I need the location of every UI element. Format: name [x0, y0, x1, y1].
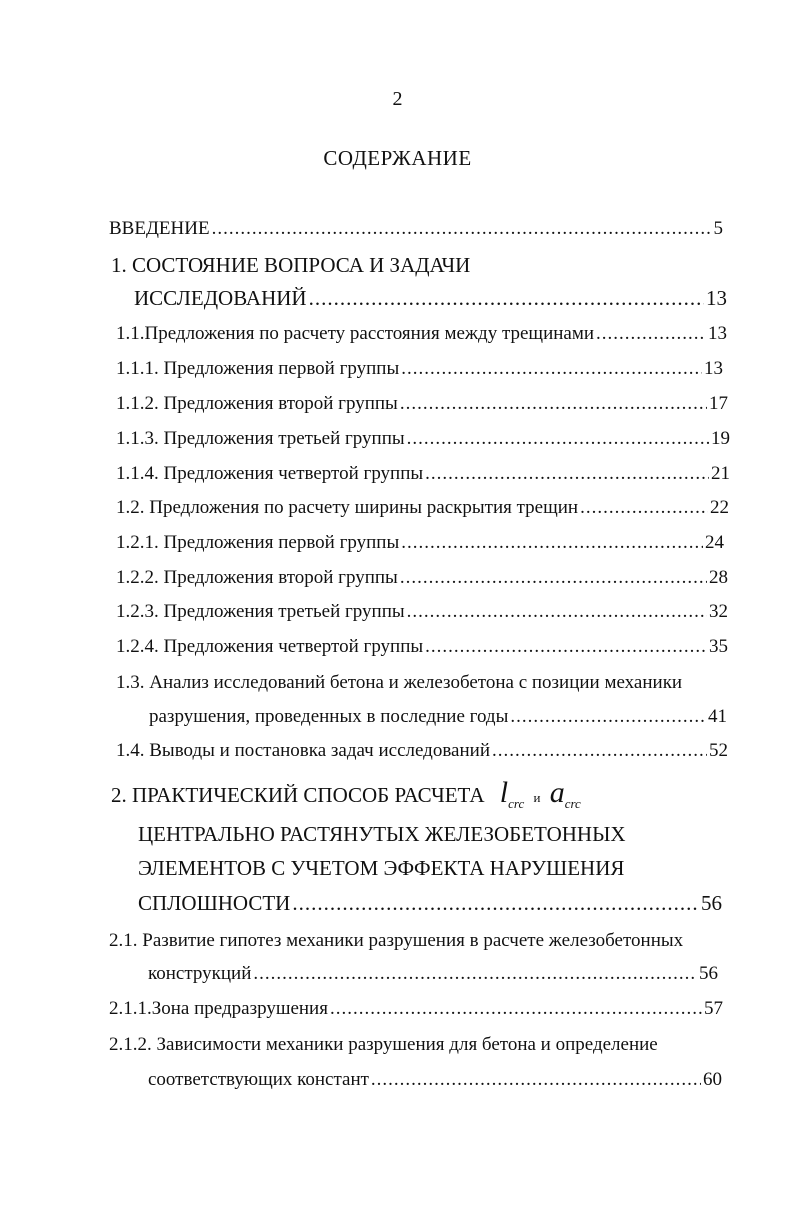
leader-dots	[292, 891, 699, 916]
toc-page: 19	[711, 428, 730, 449]
toc-entry-chapter-2	[138, 891, 722, 916]
toc-page: 28	[709, 567, 728, 588]
toc-entry-1-2-1	[116, 532, 724, 554]
toc-page: 5	[713, 218, 723, 239]
toc-page: 56	[701, 891, 722, 915]
toc-page: 56	[699, 963, 718, 984]
toc-entry-1-2	[116, 497, 729, 519]
leader-dots	[371, 1069, 701, 1091]
toc-entry-1-2-2	[116, 567, 728, 589]
toc-page: 35	[709, 636, 728, 657]
toc-entry-1-1-1	[116, 358, 723, 380]
leader-dots	[580, 497, 708, 519]
conjunction: и	[533, 790, 541, 805]
toc-entry-1-1-4	[116, 463, 730, 485]
toc-label: 1.4. Выводы и постановка задач исследований	[116, 740, 490, 761]
toc-entry-2-1-2	[148, 1069, 722, 1091]
toc-entry-chapter-1	[134, 286, 727, 311]
toc-label: СПЛОШНОСТИ	[138, 891, 291, 915]
leader-dots	[309, 286, 704, 311]
leader-dots	[407, 428, 709, 450]
toc-page: 41	[708, 706, 727, 727]
toc-page: 57	[704, 998, 723, 1019]
symbol-l-subscript: crc	[508, 796, 525, 811]
toc-entry-1-2-4	[116, 636, 728, 658]
toc-page: 13	[704, 358, 723, 379]
toc-entry-1-1-2	[116, 393, 728, 415]
toc-chapter-2-heading	[111, 776, 581, 812]
toc-label: ИССЛЕДОВАНИЙ	[134, 286, 307, 310]
leader-dots	[492, 740, 707, 762]
leader-dots	[425, 636, 707, 658]
leader-dots	[510, 706, 706, 728]
toc-page: 21	[711, 463, 730, 484]
toc-page: 52	[709, 740, 728, 761]
leader-dots	[212, 218, 712, 240]
leader-dots	[401, 358, 702, 380]
chapter-2-title: 2. ПРАКТИЧЕСКИЙ СПОСОБ РАСЧЕТА	[111, 783, 485, 807]
toc-page: 17	[709, 393, 728, 414]
leader-dots	[407, 601, 707, 623]
symbol-a-subscript: crc	[564, 796, 581, 811]
toc-label: разрушения, проведенных в последние годы	[149, 706, 509, 727]
page-title: СОДЕРЖАНИЕ	[323, 146, 472, 170]
toc-label: 1.2.3. Предложения третьей группы	[116, 601, 405, 622]
toc-label: ВВЕДЕНИЕ	[109, 218, 210, 239]
toc-page: 32	[709, 601, 728, 622]
toc-page: 60	[703, 1069, 722, 1090]
toc-label: 1.2.1. Предложения первой группы	[116, 532, 400, 553]
toc-page: 22	[710, 497, 729, 518]
toc-entry-2-1-1	[109, 998, 723, 1020]
toc-entry-1-1	[116, 323, 727, 345]
toc-chapter-2-line3: ЭЛЕМЕНТОВ С УЧЕТОМ ЭФФЕКТА НАРУШЕНИЯ	[138, 856, 625, 880]
toc-label: 1.1.2. Предложения второй группы	[116, 393, 398, 414]
leader-dots	[253, 963, 697, 985]
toc-entry-intro	[109, 218, 723, 240]
toc-entry-2-1-2-line1: 2.1.2. Зависимости механики разрушения для бетона и определение	[109, 1034, 658, 1055]
toc-label: 1.1.4. Предложения четвертой группы	[116, 463, 424, 484]
toc-entry-1-2-3	[116, 601, 728, 623]
toc-label: 2.1.1.Зона предразрушения	[109, 998, 328, 1019]
toc-page: 24	[705, 532, 724, 553]
toc-label: 1.2.4. Предложения четвертой группы	[116, 636, 424, 657]
toc-chapter-1-heading: 1. СОСТОЯНИЕ ВОПРОСА И ЗАДАЧИ	[111, 253, 471, 277]
toc-chapter-2-line2: ЦЕНТРАЛЬНО РАСТЯНУТЫХ ЖЕЛЕЗОБЕТОННЫХ	[138, 822, 626, 846]
toc-entry-2-1	[148, 963, 718, 985]
leader-dots	[400, 567, 707, 589]
toc-label: 1.1.3. Предложения третьей группы	[116, 428, 405, 449]
leader-dots	[425, 463, 709, 485]
toc-label: 1.2. Предложения по расчету ширины раскрытия трещин	[116, 497, 579, 518]
toc-entry-2-1-line1: 2.1. Развитие гипотез механики разрушения в расчете железобетонных	[109, 930, 684, 951]
toc-entry-1-1-3	[116, 428, 730, 450]
toc-label: конструкций	[148, 963, 252, 984]
leader-dots	[330, 998, 702, 1020]
page-number: 2	[392, 88, 403, 110]
toc-entry-1-4	[116, 740, 728, 762]
leader-dots	[401, 532, 703, 554]
toc-entry-1-3	[149, 706, 727, 728]
toc-label: 1.2.2. Предложения второй группы	[116, 567, 398, 588]
symbol-l: l	[499, 776, 509, 809]
toc-entry-1-3-line1: 1.3. Анализ исследований бетона и железобетона с позиции механики	[116, 672, 683, 693]
leader-dots	[596, 323, 706, 345]
symbol-a: a	[549, 776, 565, 809]
toc-page: 13	[708, 323, 727, 344]
toc-page: 13	[706, 286, 727, 310]
leader-dots	[400, 393, 707, 415]
toc-label: 1.1.Предложения по расчету расстояния между трещинами	[116, 323, 595, 344]
toc-label: соответствующих констант	[148, 1069, 369, 1090]
toc-label: 1.1.1. Предложения первой группы	[116, 358, 400, 379]
